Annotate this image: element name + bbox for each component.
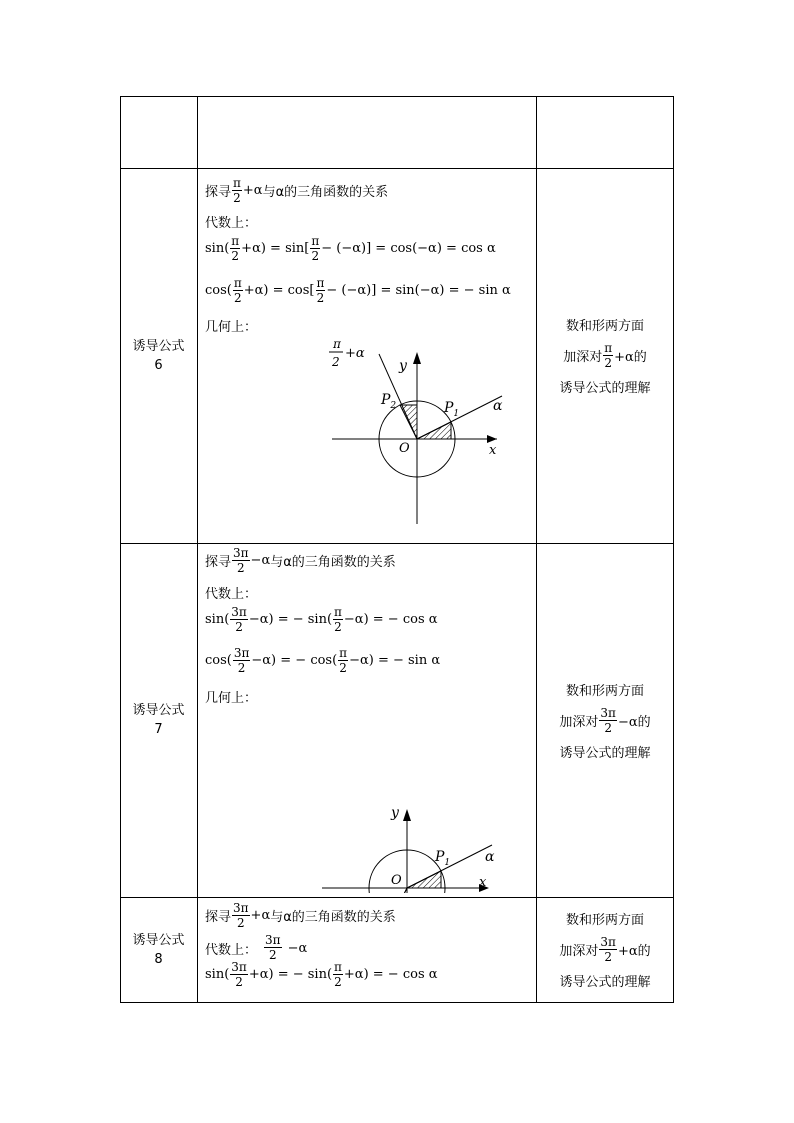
- row-8-goal: 数和形两方面 加深对 3π 2 +α的 诱导公式的理解: [559, 913, 651, 990]
- formula-name: 诱导公式: [132, 703, 185, 718]
- row-8-content: [197, 897, 536, 1002]
- alpha-label: α: [485, 849, 495, 865]
- formula-number: 6: [154, 357, 163, 373]
- geometry-label: 几何上：: [205, 691, 258, 706]
- formula-name: 诱导公式: [132, 932, 185, 948]
- sin-equation: sin( π 2 +α) = sin[ π 2 − (−α)] = cos(−α) = cos α: [205, 234, 496, 263]
- unit-circle-diagram: [257, 703, 507, 893]
- sin-equation: sin( 3π 2 −α) = − sin( π 2 −α) = − cos α: [205, 605, 438, 634]
- table-border-top: [120, 96, 674, 97]
- p2-label: $P_2$: [381, 392, 397, 411]
- angle-label-den: 2: [332, 355, 340, 369]
- hatched-triangle-p1: [407, 871, 441, 888]
- cos-equation: cos( 3π 2 −α) = − cos( π 2 −α) = − sin α: [205, 646, 441, 675]
- x-label: x: [479, 875, 487, 890]
- hatched-triangle-p1: [417, 422, 451, 439]
- explore-line: 探寻 3π 2 +α 与α的三角函数的关系: [205, 901, 396, 930]
- origin-label: O: [399, 441, 410, 456]
- hatched-triangle-p2: [400, 405, 417, 439]
- formula-number: 8: [154, 951, 163, 967]
- fraction: π 2: [233, 176, 241, 205]
- row-6-content: [197, 168, 536, 543]
- alpha-label: α: [493, 398, 503, 414]
- rotated-ray: [365, 888, 407, 893]
- y-label: y: [399, 358, 407, 374]
- x-label: x: [489, 443, 497, 458]
- y-label: y: [391, 805, 399, 821]
- cos-equation: cos( π 2 +α) = cos[ π 2 − (−α)] = sin(−α) = − sin α: [205, 276, 511, 305]
- table-border-bottom: [120, 1002, 674, 1003]
- explore-line: 探寻 π 2 +α 与α的三角函数的关系: [205, 176, 389, 205]
- p1-label: $P_1$: [444, 400, 460, 419]
- row-6-title: [120, 168, 197, 543]
- unit-circle-diagram: [257, 334, 507, 534]
- origin-label: O: [391, 873, 402, 888]
- algebra-label: 代数上：: [205, 216, 258, 231]
- row-7-goal: 数和形两方面 加深对 3π 2 −α的 诱导公式的理解: [559, 683, 651, 761]
- sin-equation: sin( 3π 2 +α) = − sin( π 2 +α) = − cos α: [205, 960, 438, 989]
- algebra-label: 代数上：: [205, 943, 258, 958]
- geometry-label: 几何上：: [205, 320, 258, 335]
- row-6-goal: 数和形两方面 加深对 π 2 +α的 诱导公式的理解: [559, 319, 651, 396]
- angle-label: $\frac{3\pi}{2}$ −α: [265, 933, 308, 962]
- formula-number: 7: [154, 722, 163, 737]
- angle-label-num: π: [333, 337, 341, 351]
- algebra-label: 代数上：: [205, 587, 258, 602]
- explore-line: 探寻 3π 2 −α 与α的三角函数的关系: [205, 546, 396, 575]
- formula-table: [120, 96, 674, 1003]
- angle-label-tail: +α: [345, 346, 365, 361]
- row-8-title: [120, 897, 197, 1002]
- row-7-content: [197, 543, 536, 962]
- row-7-title: [120, 543, 197, 897]
- p1-label: $P_1$: [435, 849, 451, 868]
- formula-name: 诱导公式: [132, 338, 185, 354]
- hatched-triangle-p2: [390, 888, 407, 893]
